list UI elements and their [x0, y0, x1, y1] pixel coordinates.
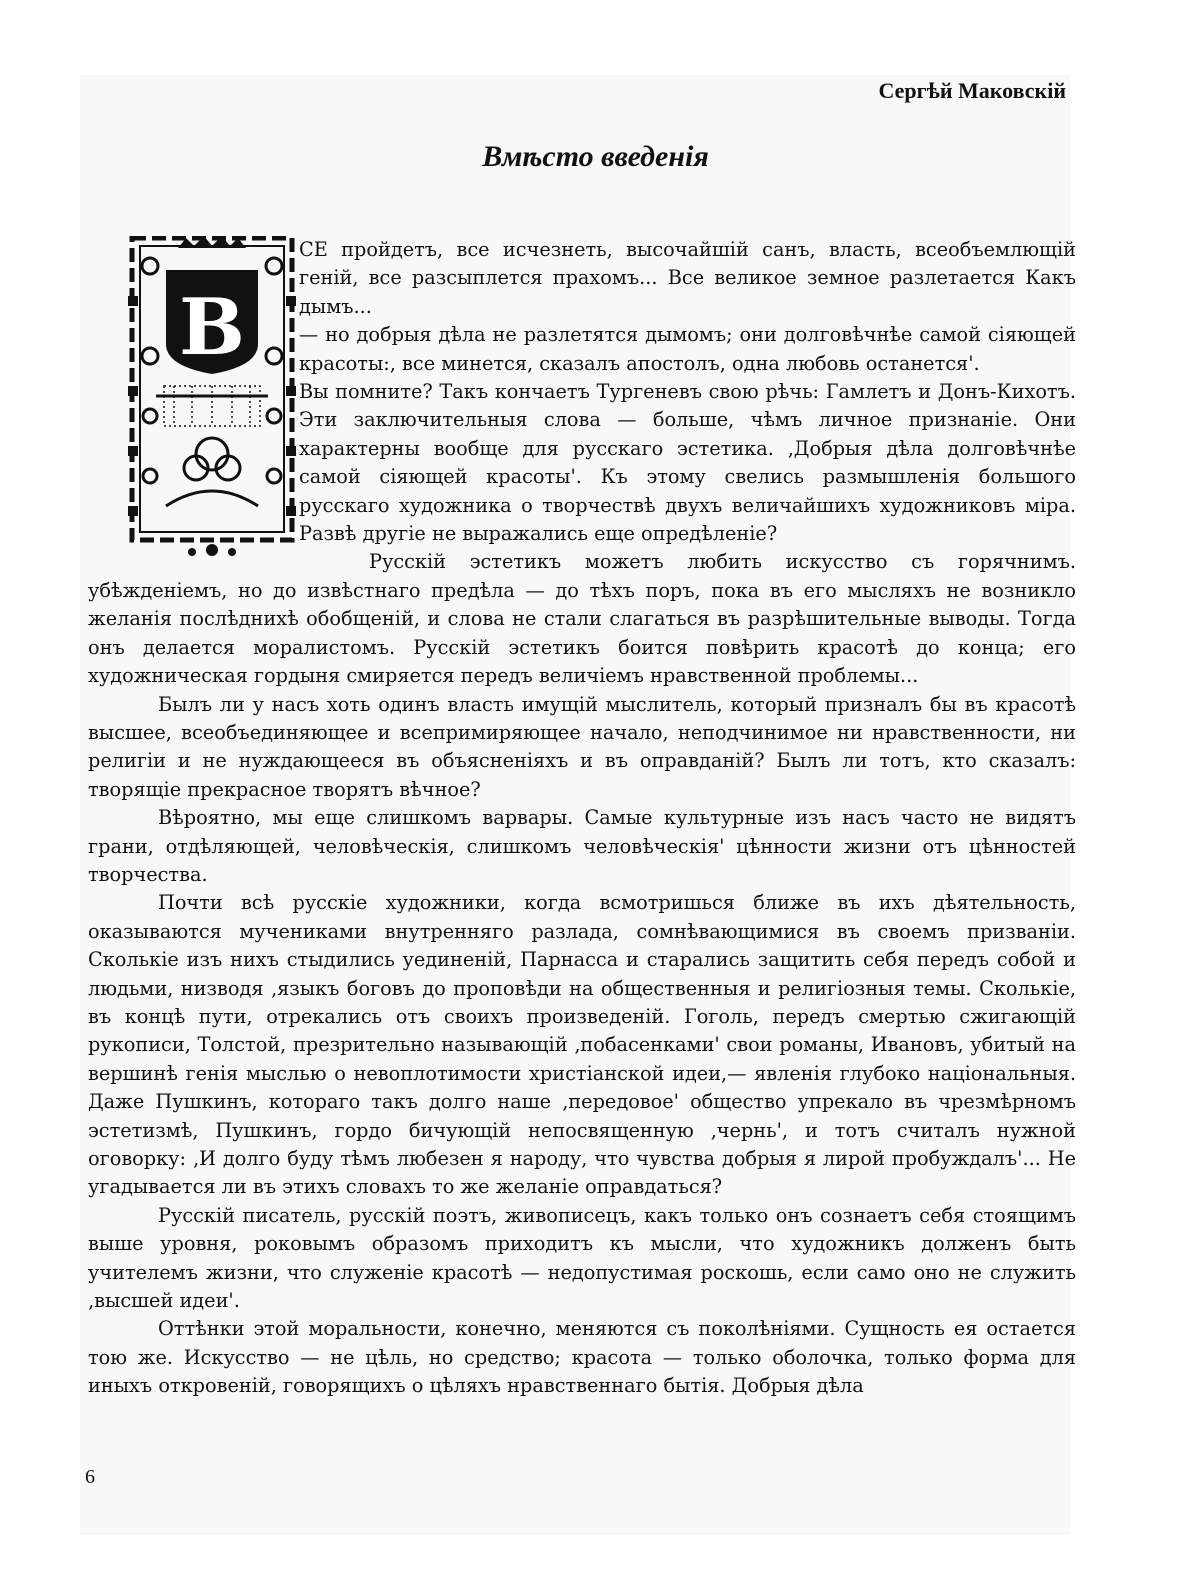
ornamental-initial: [88, 236, 299, 570]
body-text: [88, 236, 1076, 1401]
paragraph-2: — но добрыя дѣла не разлетятся дымомъ; они долговѣчнѣе самой сіяющей красоты:, все минется, сказалъ апостолъ, одна любовь останется'.: [299, 323, 1076, 375]
chapter-title: Вмѣсто введенія: [482, 140, 709, 173]
paragraph-1: СЕ пройдетъ, все исчезнеть, высочайшій санъ, власть, всеобъемлющій геній, все разсыплется прахомъ... Все великое земное разлетается Какъ дымъ...: [299, 238, 1076, 318]
paragraph-4: Русскій эстетикъ можетъ любить искусство съ горячнимъ. убѣжденіемъ, но до извѣстнаго предѣла — до тѣхъ поръ, пока въ его мысляхъ не возникло желанія послѣднихѣ обобщеній, и слова не стали слагаться въ разрѣшительные выводы. Тогда онъ делается моралистомъ. Русскій эстетикъ боится повѣрить красотѣ до конца; его художническая гордыня смиряется передъ величіемъ нравственной проблемы...: [88, 550, 1076, 688]
paragraph-6: Вѣроятно, мы еще слишкомъ варвары. Самые культурные изъ насъ часто не видятъ грани, отдѣляющей, человѣческія, слишкомъ человѣческія' цѣнности жизни отъ цѣнностей творчества.: [88, 806, 1076, 886]
page-number: 6: [85, 1466, 95, 1488]
ornament-frame-icon: [126, 236, 298, 558]
paragraph-8: Русскій писатель, русскій поэтъ, живописецъ, какъ только онъ сознаетъ себя стоящимъ выше уровня, роковымъ образомъ приходитъ къ мысли, что художникъ долженъ быть учителемъ жизни, что служеніе красотѣ — недопустимая роскошь, если само оно не служить ‚высшей идеи'.: [88, 1203, 1076, 1313]
paragraph-5: Былъ ли у насъ хоть одинъ власть имущій мыслитель, который призналъ бы въ красотѣ высшее, всеобъединяющее и всепримиряющее начало, неподчинимое ни нравственности, ни религіи и не нуждающееся въ объясненіяхъ и въ оправданій? Былъ ли тотъ, кто сказалъ: творящіе прекрасное творятъ вѣчное?: [88, 692, 1076, 801]
dropcap-letter: В: [179, 282, 245, 373]
running-header-author: Сергѣй Маковскій: [878, 78, 1066, 103]
paragraph-7: Почти всѣ русскіе художники, когда всмотришься ближе въ ихъ дѣятельность, оказываются мучениками внутренняго разлада, сомнѣвающимися въ своемъ призваніи. Сколькіе изъ нихъ стыдились уединеній, Парнасса и старались защитить себя передъ собой и людьми, низводя ‚языкъ боговъ до проповѣди на общественныя и религіозныя темы. Сколькіе, въ концѣ пути, отрекались отъ своихъ произведеній. Гоголь, передъ смертью сжигающій рукописи, Толстой, презрительно называющій ‚побасенками' свои романы, Ивановъ, убитый на вершинѣ генія мыслью о невоплотимости христіанской идеи,— явленія глубоко національныя. Даже Пушкинъ, котораго такъ долго наше ‚передовое' общество упрекало въ чрезмѣрномъ эстетизмѣ, Пушкинъ, гордо бичующій непосвященную ‚чернь', и тотъ считалъ нужной оговорку: ‚И долго буду тѣмъ любезен я народу, что чувства добрыя я лирой пробуждалъ'... Не угадывается ли въ этихъ словахъ то же желаніе оправдаться?: [88, 891, 1076, 1199]
paragraph-9: Оттѣнки этой моральности, конечно, меняются съ поколѣніями. Сущность ея остается тою же. Искусство — не цѣль, но средство; красота — только оболочка, только форма для иныхъ откровеній, говорящихъ о цѣляхъ нравственнаго бытія. Добрыя дѣла: [88, 1317, 1076, 1398]
paragraph-3: Вы помните? Такъ кончаетъ Тургеневъ свою рѣчь: Гамлетъ и Донъ-Кихотъ. Эти заключительныя слова — больше, чѣмъ личное признаніе. Они характерны вообще для русскаго эстетика. ‚Добрыя дѣла долговѣчнѣе самой сіяющей красоты'. Къ этому свелись размышленія большого русскаго художника о творчествѣ двухъ величайшихъ художниковъ міра. Развѣ другіе не выражались еще опредѣленіе?: [299, 380, 1076, 546]
